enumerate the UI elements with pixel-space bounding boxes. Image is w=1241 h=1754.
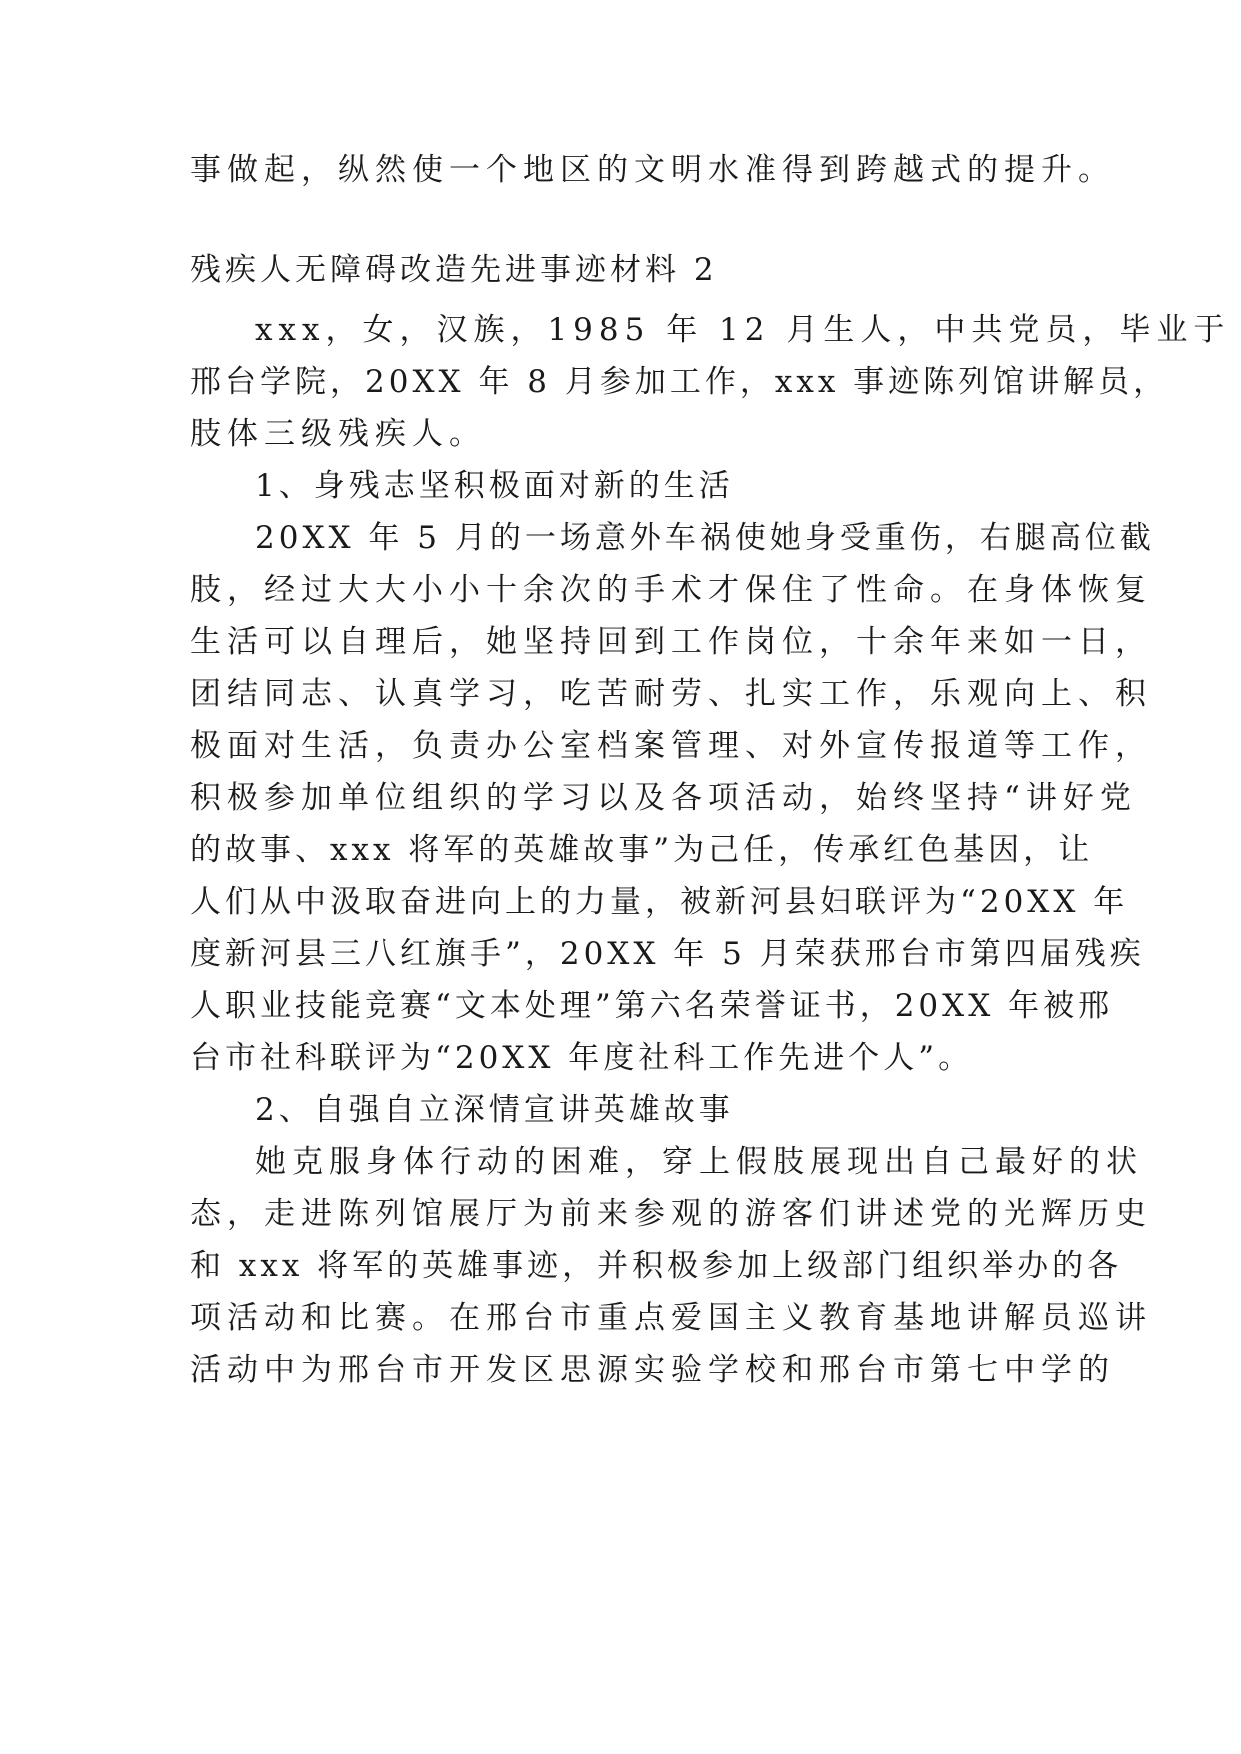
text-line: 活动中为邢台市开发区思源实验学校和邢台市第七中学的 [190,1352,1115,1388]
text-line: 20XX 年 5 月的一场意外车祸使她身受重伤，右腿高位截 [255,520,1155,556]
text-line: 的故事、xxx 将军的英雄故事”为己任，传承红色基因，让 [190,832,1094,868]
text-line: 肢体三级残疾人。 [190,416,486,452]
text-line: 和 xxx 将军的英雄事迹，并积极参加上级部门组织举办的各 [190,1248,1123,1284]
text-line: 肢，经过大大小小十余次的手术才保住了性命。在身体恢复 [190,572,1152,608]
text-line: 积极参加单位组织的学习以及各项活动，始终坚持“讲好党 [190,780,1137,816]
text-line: 她克服身体行动的困难，穿上假肢展现出自己最好的状 [255,1144,1143,1180]
subheading: 1、身残志坚积极面对新的生活 [255,468,734,504]
text-line: xxx，女，汉族，1985 年 12 月生人，中共党员，毕业于 [255,312,1231,348]
text-line: 邢台学院，20XX 年 8 月参加工作，xxx 事迹陈列馆讲解员， [190,364,1169,400]
text-line: 生活可以自理后，她坚持回到工作岗位，十余年来如一日， [190,624,1152,660]
text-line: 人职业技能竞赛“文本处理”第六名荣誉证书，20XX 年被邢 [190,988,1114,1024]
subheading: 2、自强自立深情宣讲英雄故事 [255,1092,734,1128]
text-line: 台市社科联评为“20XX 年度社科工作先进个人”。 [190,1040,974,1076]
text-line: 项活动和比赛。在邢台市重点爱国主义教育基地讲解员巡讲 [190,1300,1152,1336]
text-line: 度新河县三八红旗手”，20XX 年 5 月荣获邢台市第四届残疾 [190,936,1145,972]
text-line: 团结同志、认真学习，吃苦耐劳、扎实工作，乐观向上、积 [190,676,1152,712]
section-heading: 残疾人无障碍改造先进事迹材料 2 [190,252,718,288]
text-line: 极面对生活，负责办公室档案管理、对外宣传报道等工作， [190,728,1152,764]
text-line: 人们从中汲取奋进向上的力量，被新河县妇联评为“20XX 年 [190,884,1129,920]
text-line: 事做起，纵然使一个地区的文明水准得到跨越式的提升。 [190,152,1115,188]
text-line: 态，走进陈列馆展厅为前来参观的游客们讲述党的光辉历史 [190,1196,1152,1232]
